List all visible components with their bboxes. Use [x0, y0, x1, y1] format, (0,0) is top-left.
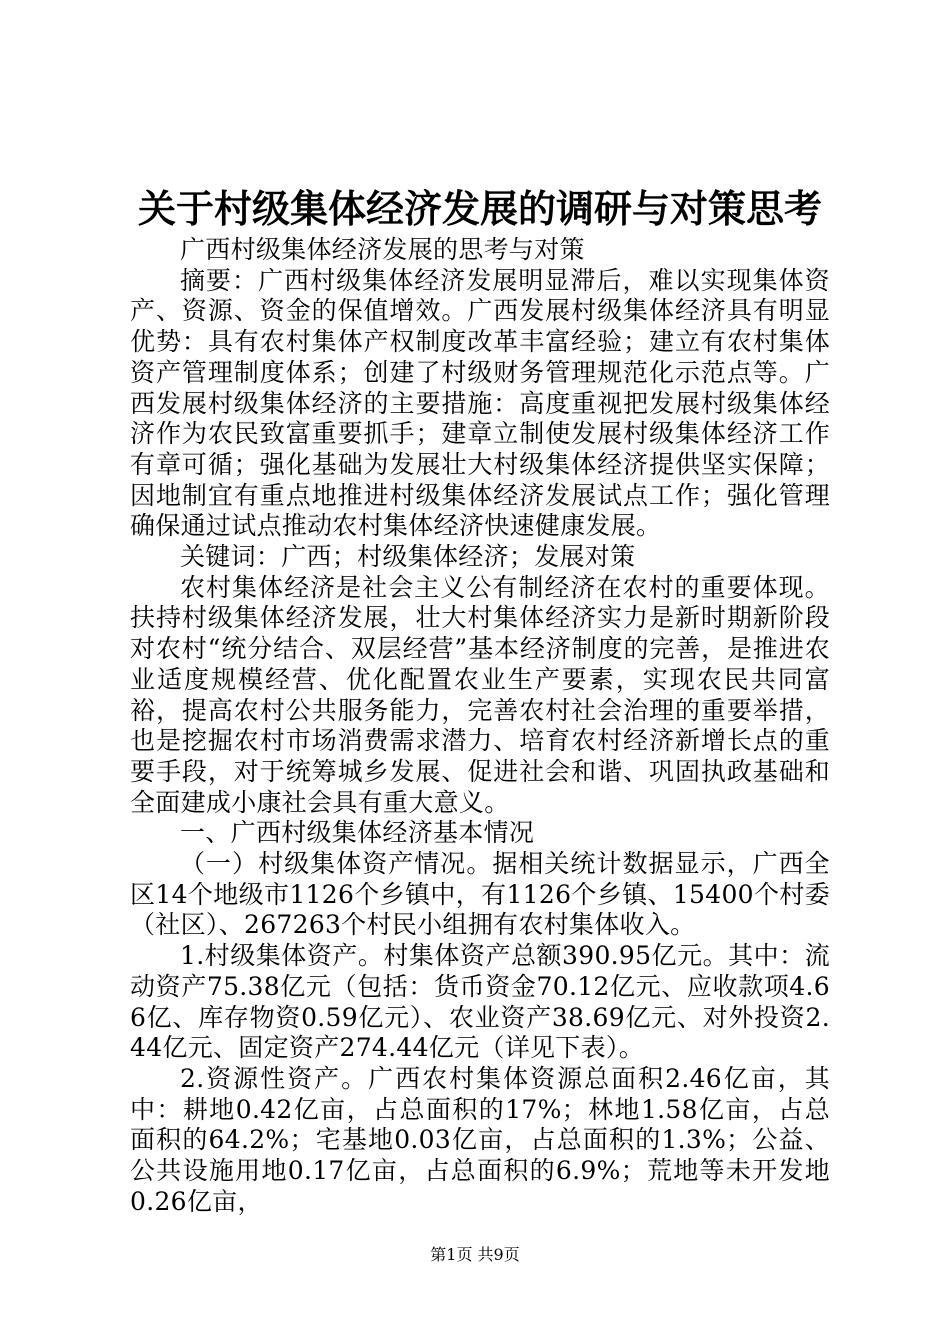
subtitle-paragraph: 广西村级集体经济发展的思考与对策: [180, 235, 585, 264]
abstract-paragraph: 摘要：广西村级集体经济发展明显滞后，难以实现集体资产、资源、资金的保值增效。广西发展村级集体经济具有明显优势：具有农村集体产权制度改革丰富经验；建立有农村集体资产管理制度体系；创建了村级财务管理规范化示范点等。广西发展村级集体经济的主要措施：高度重视把发展村级集体经济作为农民致富重要抓手；建章立制使发展村级集体经济工作有章可循；强化基础为发展壮大村级集体经济提供坚实保障；因地制宜有重点地推进村级集体经济发展试点工作；强化管理确保通过试点推动农村集体经济快速健康发展。: [130, 265, 830, 541]
intro-paragraph: 农村集体经济是社会主义公有制经济在农村的重要体现。扶持村级集体经济发展，壮大村集体经济实力是新时期新阶段对农村“统分结合、双层经营”基本经济制度的完善，是推进农业适度规模经营、优化配置农业生产要素，实现农民共同富裕，提高农村公共服务能力，完善农村社会治理的重要举措，也是挖掘农村市场消费需求潜力、培育农村经济新增长点的重要手段，对于统筹城乡发展、促进社会和谐、巩固执政基础和全面建成小康社会具有重大意义。: [130, 572, 830, 817]
document-title: 关于村级集体经济发展的调研与对策思考: [137, 186, 822, 231]
keywords-paragraph: 关键词：广西；村级集体经济；发展对策: [180, 542, 636, 572]
section-heading: 一、广西村级集体经济基本情况: [180, 818, 535, 848]
page-footer: 第1页 共9页: [430, 1245, 520, 1264]
document-body: [130, 235, 830, 1218]
subsection-paragraph: （一）村级集体资产情况。据相关统计数据显示，广西全区14个地级市1126个乡镇中，有1126个乡镇、15400个村委（社区）、267263个村民小组拥有农村集体收入。: [130, 849, 830, 940]
assets-paragraph: 1.村级集体资产。村集体资产总额390.95亿元。其中：流动资产75.38亿元（包括：货币资金70.12亿元、应收款项4.66亿、库存物资0.59亿元）、农业资产38.69亿元、对外投资2.44亿元、固定资产274.44亿元（详见下表）。: [130, 941, 830, 1063]
resources-paragraph: 2.资源性资产。广西农村集体资源总面积2.46亿亩，其中：耕地0.42亿亩，占总面积的17%；林地1.58亿亩，占总面积的64.2%；宅基地0.03亿亩，占总面积的1.3%；公益、公共设施用地0.17亿亩，占总面积的6.9%；荒地等未开发地0.26亿亩，: [130, 1063, 830, 1216]
